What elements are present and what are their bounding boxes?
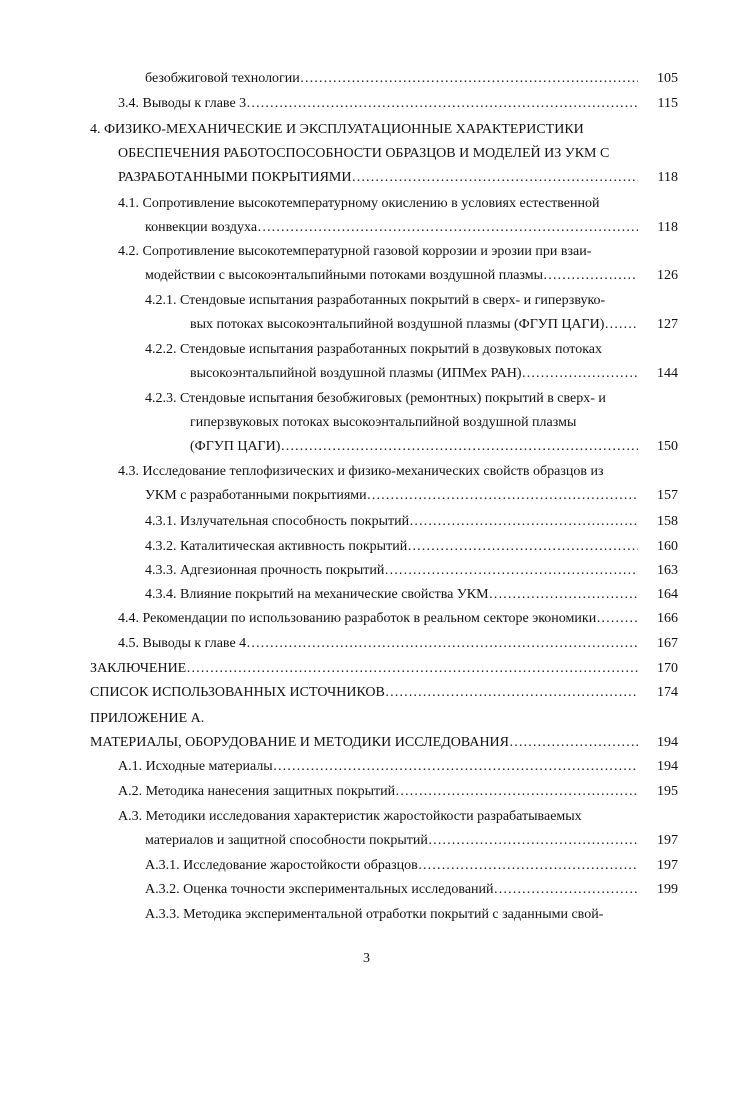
toc-entry-page: 199 <box>657 882 678 897</box>
toc-entry <box>118 610 678 628</box>
toc-entry-text: А.3. Методики исследования характеристик жаростойкости разрабатываемых <box>118 809 582 824</box>
toc-entry-text: 4.2.2. Стендовые испытания разработанных покрытий в дозвуковых потоках <box>145 342 603 357</box>
toc-entry-text: СПИСОК ИСПОЛЬЗОВАННЫХ ИСТОЧНИКОВ <box>90 685 385 700</box>
toc-entry <box>118 635 678 653</box>
toc-entry <box>190 316 678 334</box>
toc-entry <box>190 438 678 456</box>
toc-entry-text: 4. ФИЗИКО-МЕХАНИЧЕСКИЕ И ЭКСПЛУАТАЦИОННЫЕ ХАРАКТЕРИСТИКИ <box>90 122 584 137</box>
toc-entry-page: 157 <box>657 488 678 503</box>
toc-entry-text: УКМ с разработанными покрытиями <box>145 488 367 503</box>
toc-entry <box>145 267 678 285</box>
toc-entry-text: ЗАКЛЮЧЕНИЕ <box>90 661 187 676</box>
toc-entry <box>118 758 678 776</box>
toc-entry <box>145 832 678 850</box>
toc-entry-text: МАТЕРИАЛЫ, ОБОРУДОВАНИЕ И МЕТОДИКИ ИССЛЕДОВАНИЯ <box>90 735 510 750</box>
leader-dots <box>543 267 638 285</box>
toc-entry <box>145 219 678 237</box>
toc-entry-text: РАЗРАБОТАННЫМИ ПОКРЫТИЯМИ <box>118 170 352 185</box>
leader-dots <box>367 487 638 505</box>
leader-dots <box>273 758 638 776</box>
toc-entry-text: 3.4. Выводы к главе 3 <box>118 96 247 111</box>
toc-entry-text: А.2. Методика нанесения защитных покрытий <box>118 784 396 799</box>
toc-entry <box>145 857 678 875</box>
toc-entry-text: ОБЕСПЕЧЕНИЯ РАБОТОСПОСОБНОСТИ ОБРАЗЦОВ И МОДЕЛЕЙ ИЗ УКМ С <box>118 146 610 161</box>
leader-dots <box>596 610 638 628</box>
toc-entry-text: модействии с высокоэнтальпийными потоками воздушной плазмы <box>145 268 544 283</box>
toc-entry-text: ПРИЛОЖЕНИЕ А. <box>90 711 205 726</box>
leader-dots <box>428 832 638 850</box>
toc-entry-text: безобжиговой технологии <box>145 71 300 86</box>
toc-entry-page: 174 <box>657 685 678 700</box>
toc-entry <box>145 881 678 899</box>
leader-dots <box>509 734 638 752</box>
toc-entry <box>145 538 678 556</box>
leader-dots <box>494 881 638 899</box>
toc-entry <box>145 70 678 88</box>
leader-dots <box>409 513 638 531</box>
leader-dots <box>385 684 638 702</box>
leader-dots <box>186 660 638 678</box>
toc-entry-text: 4.4. Рекомендации по использованию разработок в реальном секторе экономики <box>118 611 597 626</box>
toc-entry-text: А.3.2. Оценка точности экспериментальных исследований <box>145 882 494 897</box>
toc-entry-text: 4.5. Выводы к главе 4 <box>118 636 247 651</box>
toc-entry-page: 127 <box>657 317 678 332</box>
toc-entry <box>145 562 678 580</box>
leader-dots <box>489 586 638 604</box>
toc-entry-page: 144 <box>657 366 678 381</box>
toc-entry-text: А.3.3. Методика экспериментальной отработки покрытий с заданными свой- <box>145 907 604 922</box>
leader-dots <box>407 538 638 556</box>
toc-entry-page: 105 <box>657 71 678 86</box>
toc-entry <box>145 487 678 505</box>
toc-entry-text: А.3.1. Исследование жаростойкости образцов <box>145 858 418 873</box>
leader-dots <box>604 316 638 334</box>
toc-entry-text: материалов и защитной способности покрытий <box>145 833 428 848</box>
toc-entry <box>90 734 678 752</box>
toc-entry-page: 170 <box>657 661 678 676</box>
toc-entry-text: вых потоках высокоэнтальпийной воздушной плазмы (ФГУП ЦАГИ) <box>190 317 605 332</box>
leader-dots <box>246 95 638 113</box>
toc-entry <box>118 783 678 801</box>
toc-entry-page: 118 <box>657 170 678 185</box>
leader-dots <box>395 783 638 801</box>
toc-entry-page: 118 <box>657 220 678 235</box>
toc-entry <box>90 684 678 702</box>
leader-dots <box>300 70 638 88</box>
toc-entry-page: 194 <box>657 759 678 774</box>
toc-entry-page: 160 <box>657 539 678 554</box>
page-number: 3 <box>363 951 370 966</box>
toc-entry-page: 166 <box>657 611 678 626</box>
toc-entry-text: конвекции воздуха <box>145 220 258 235</box>
toc-entry-page: 158 <box>657 514 678 529</box>
leader-dots <box>352 169 639 187</box>
leader-dots <box>418 857 638 875</box>
toc-entry <box>190 365 678 383</box>
toc-entry-page: 115 <box>657 96 678 111</box>
toc-entry-page: 126 <box>657 268 678 283</box>
toc-entry-page: 195 <box>657 784 678 799</box>
toc-entry-page: 167 <box>657 636 678 651</box>
leader-dots <box>257 219 638 237</box>
toc-entry-text: 4.3. Исследование теплофизических и физико-механических свойств образцов из <box>118 464 604 479</box>
toc-entry <box>90 660 678 678</box>
toc-entry-text: гиперзвуковых потоках высокоэнтальпийной воздушной плазмы <box>190 415 577 430</box>
toc-entry-text: А.1. Исходные материалы <box>118 759 273 774</box>
toc-entry-text: (ФГУП ЦАГИ) <box>190 439 281 454</box>
toc-entry-page: 194 <box>657 735 678 750</box>
leader-dots <box>280 438 638 456</box>
toc-entry-text: 4.3.1. Излучательная способность покрытий <box>145 514 410 529</box>
toc-entry <box>118 95 678 113</box>
toc-entry-text: 4.2.3. Стендовые испытания безобжиговых (ремонтных) покрытий в сверх- и <box>145 391 606 406</box>
toc-entry-text: высокоэнтальпийной воздушной плазмы (ИПМех РАН) <box>190 366 522 381</box>
toc-entry <box>145 513 678 531</box>
toc-entry-text: 4.1. Сопротивление высокотемпературному окислению в условиях естественной <box>118 196 600 211</box>
toc-entry-text: 4.3.2. Каталитическая активность покрытий <box>145 539 408 554</box>
toc-entry-page: 197 <box>657 833 678 848</box>
toc-entry <box>145 586 678 604</box>
toc-entry-page: 197 <box>657 858 678 873</box>
leader-dots <box>521 365 638 383</box>
toc-entry-text: 4.2. Сопротивление высокотемпературной газовой коррозии и эрозии при взаи- <box>118 244 592 259</box>
toc-entry <box>118 169 678 187</box>
leader-dots <box>246 635 638 653</box>
toc-entry-page: 163 <box>657 563 678 578</box>
toc-entry-text: 4.3.3. Адгезионная прочность покрытий <box>145 563 385 578</box>
toc-entry-page: 164 <box>657 587 678 602</box>
leader-dots <box>384 562 638 580</box>
toc-entry-page: 150 <box>657 439 678 454</box>
toc-entry-text: 4.3.4. Влияние покрытий на механические свойства УКМ <box>145 587 489 602</box>
toc-entry-text: 4.2.1. Стендовые испытания разработанных покрытий в сверх- и гиперзвуко- <box>145 293 606 308</box>
